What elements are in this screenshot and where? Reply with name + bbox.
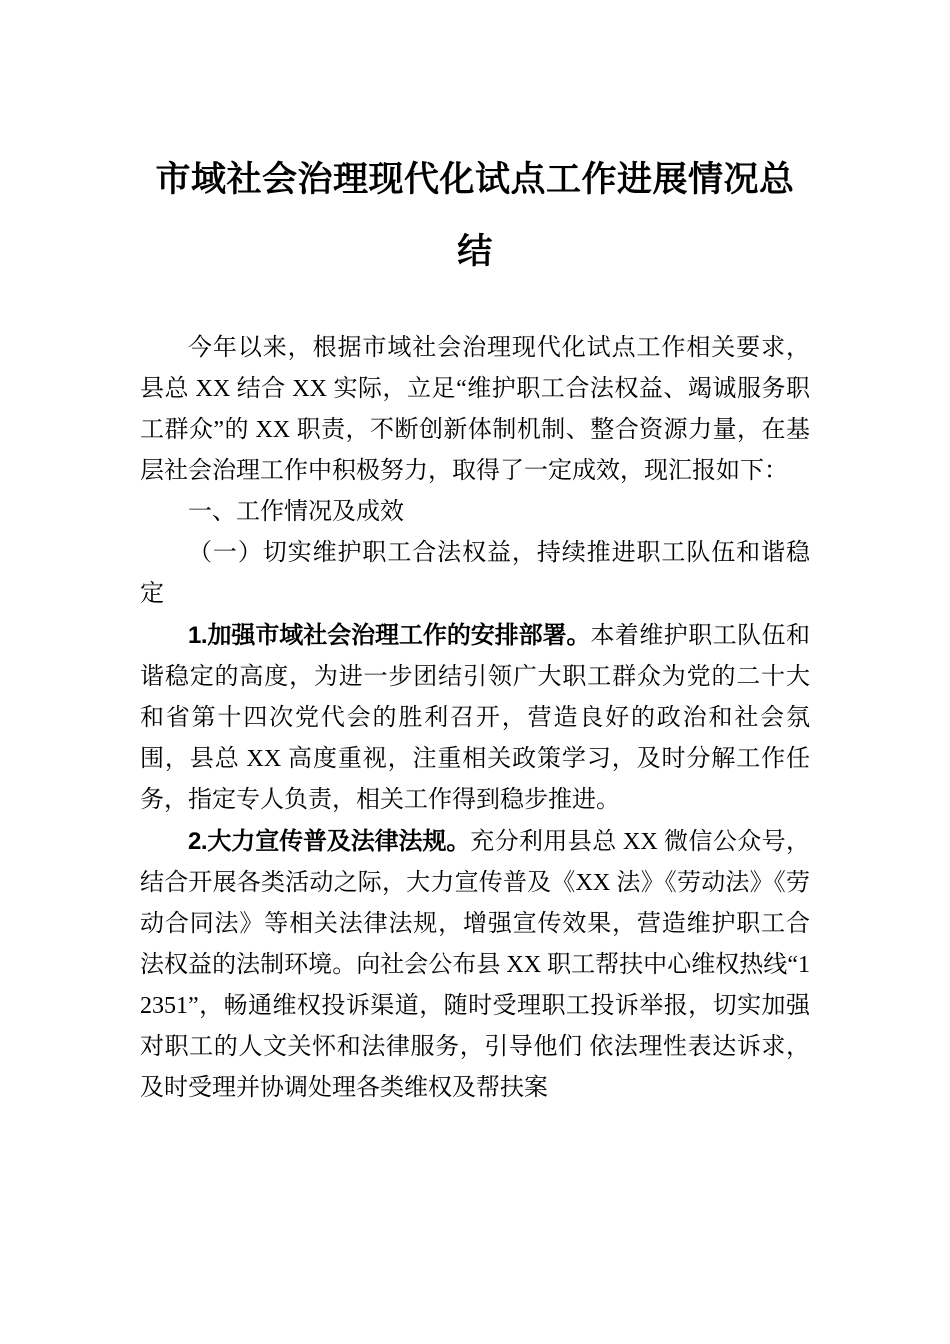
item-1-lead-run: 1.加强市域社会治理工作的安排部署。	[188, 622, 591, 649]
document-title-line-2: 结	[457, 232, 493, 271]
text-run: 一、工作情况及成效	[188, 499, 404, 525]
text-run: 充分利用县总 XX 微信公众号，结合开展各类活动之际，大力宣传普及《XX 法》《劳动法》《劳动合同法》等相关法律法规，增强宣传效果，营造维护职工合法权益的法制环境。向社会公布县 XX 职工帮扶中心维权热线“12351”，畅通维权投诉渠道，随时受理职工投诉举报，切实加强对职工的人文关怀和法律服务，引导他们 依法理性表达诉求，及时受理并协调处理各类维权及帮扶案	[140, 829, 811, 1101]
text-run: 今年以来，根据市域社会治理现代化试点工作相关要求，县总 XX 结合 XX 实际，立足“维护职工合法权益、竭诚服务职工群众”的 XX 职责，不断创新体制机制、整合资源力量，在基层社会治理工作中积极努力，取得了一定成效，现汇报如下：	[140, 335, 810, 484]
text-run: （一）切实维护职工合法权益，持续推进职工队伍和谐稳定	[140, 540, 810, 607]
paragraph-intro	[140, 328, 810, 492]
paragraph-item-2	[140, 821, 810, 1109]
text-run: 本着维护职工队伍和谐稳定的高度，为进一步团结引领广大职工群众为党的二十大和省第十四次党代会的胜利召开，营造良好的政治和社会氛围，县总 XX 高度重视，注重相关政策学习，及时分解工作任务，指定专人负责，相关工作得到稳步推进。	[140, 623, 810, 813]
section-heading-work-situation	[140, 492, 810, 533]
item-2-lead-run: 2.大力宣传普及法律法规。	[188, 828, 471, 855]
document-title	[140, 144, 810, 288]
document-body	[140, 328, 810, 1109]
document-title-line-1: 市域社会治理现代化试点工作进展情况总	[155, 160, 795, 199]
paragraph-item-1	[140, 615, 810, 821]
subsection-heading-protect-rights	[140, 533, 810, 615]
